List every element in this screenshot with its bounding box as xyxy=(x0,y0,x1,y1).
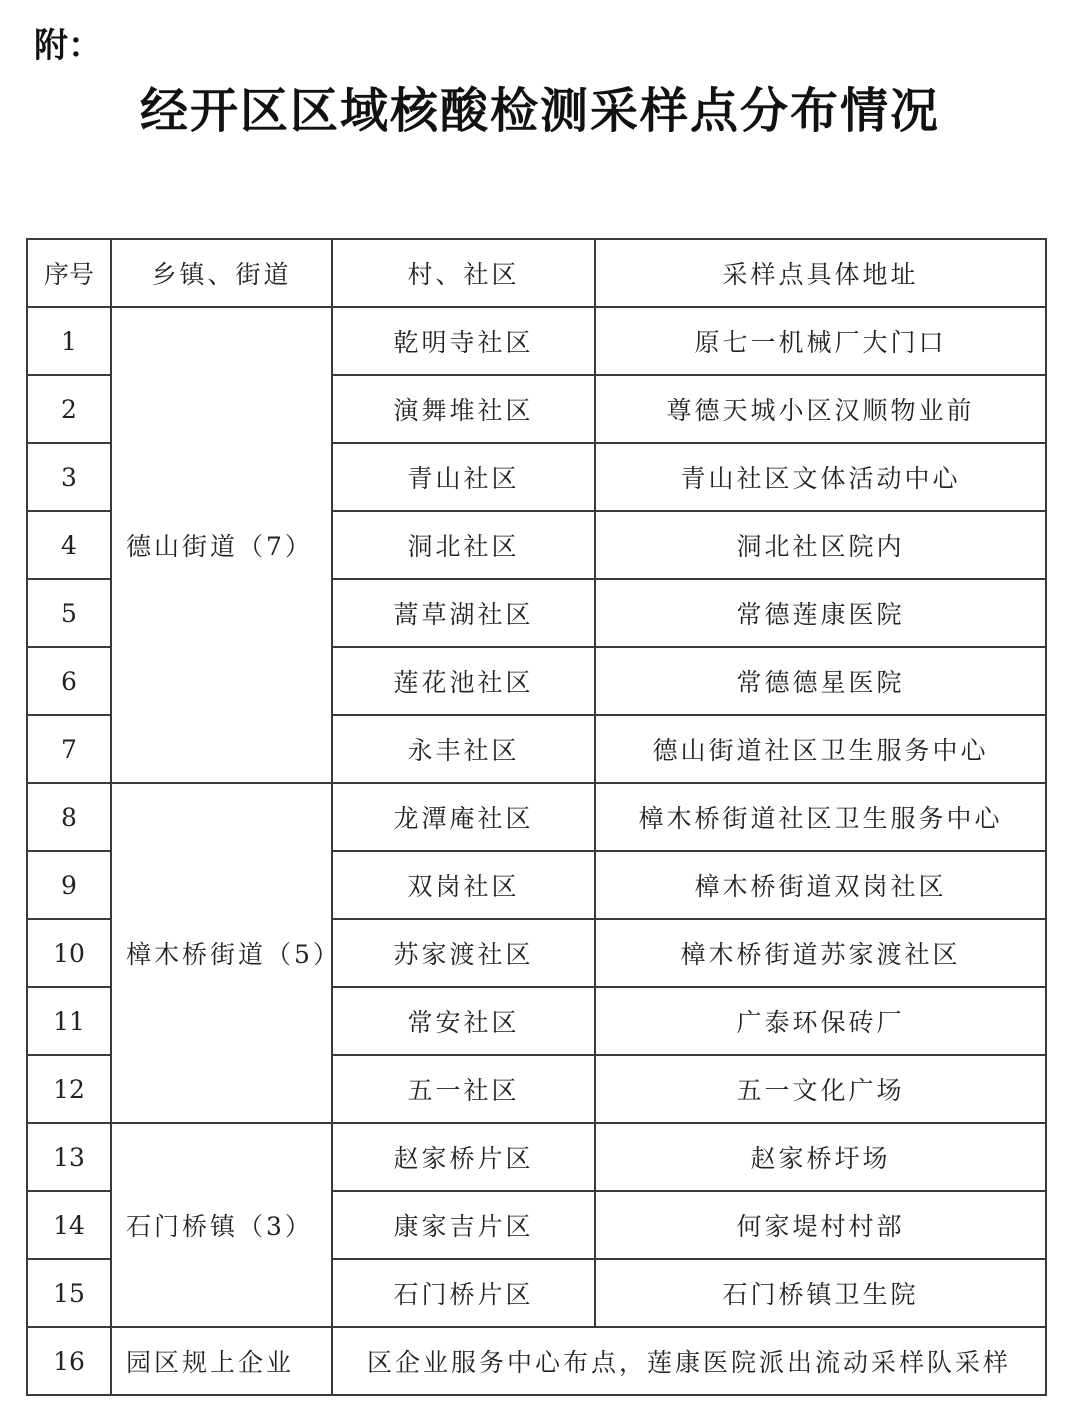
row-serial: 11 xyxy=(27,987,111,1055)
row-serial: 1 xyxy=(27,307,111,375)
community-cell: 龙潭庵社区 xyxy=(332,783,595,851)
attachment-label: 附： xyxy=(34,26,102,66)
row-serial: 16 xyxy=(27,1327,111,1395)
address-cell: 樟木桥街道双岗社区 xyxy=(595,851,1046,919)
community-cell: 苏家渡社区 xyxy=(332,919,595,987)
address-cell: 赵家桥圩场 xyxy=(595,1123,1046,1191)
row-serial: 3 xyxy=(27,443,111,511)
street-cell: 石门桥镇（3） xyxy=(111,1123,332,1327)
address-cell: 常德莲康医院 xyxy=(595,579,1046,647)
community-cell: 蒿草湖社区 xyxy=(332,579,595,647)
row-serial: 2 xyxy=(27,375,111,443)
header-serial: 序号 xyxy=(27,239,111,307)
row-serial: 10 xyxy=(27,919,111,987)
row-serial: 7 xyxy=(27,715,111,783)
community-cell: 康家吉片区 xyxy=(332,1191,595,1259)
row-serial: 13 xyxy=(27,1123,111,1191)
address-cell: 洞北社区院内 xyxy=(595,511,1046,579)
address-cell: 原七一机械厂大门口 xyxy=(595,307,1046,375)
table-row xyxy=(27,1327,1046,1395)
community-cell: 演舞堆社区 xyxy=(332,375,595,443)
street-cell: 德山街道（7） xyxy=(111,307,332,783)
address-cell: 青山社区文体活动中心 xyxy=(595,443,1046,511)
street-cell: 樟木桥街道（5） xyxy=(111,783,332,1123)
community-cell: 洞北社区 xyxy=(332,511,595,579)
row-serial: 4 xyxy=(27,511,111,579)
address-cell: 何家堤村村部 xyxy=(595,1191,1046,1259)
row-serial: 6 xyxy=(27,647,111,715)
address-cell: 石门桥镇卫生院 xyxy=(595,1259,1046,1327)
community-cell: 莲花池社区 xyxy=(332,647,595,715)
community-cell: 常安社区 xyxy=(332,987,595,1055)
note-cell: 区企业服务中心布点，莲康医院派出流动采样队采样 xyxy=(332,1327,1046,1395)
sampling-points-table xyxy=(26,238,1047,1396)
page-title: 经开区区域核酸检测采样点分布情况 xyxy=(139,83,940,139)
street-cell: 园区规上企业 xyxy=(111,1327,332,1395)
address-cell: 樟木桥街道社区卫生服务中心 xyxy=(595,783,1046,851)
community-cell: 双岗社区 xyxy=(332,851,595,919)
address-cell: 常德德星医院 xyxy=(595,647,1046,715)
community-cell: 青山社区 xyxy=(332,443,595,511)
community-cell: 石门桥片区 xyxy=(332,1259,595,1327)
header-street: 乡镇、街道 xyxy=(111,239,332,307)
header-community: 村、社区 xyxy=(332,239,595,307)
row-serial: 15 xyxy=(27,1259,111,1327)
row-serial: 9 xyxy=(27,851,111,919)
row-serial: 14 xyxy=(27,1191,111,1259)
address-cell: 尊德天城小区汉顺物业前 xyxy=(595,375,1046,443)
header-address: 采样点具体地址 xyxy=(595,239,1046,307)
address-cell: 五一文化广场 xyxy=(595,1055,1046,1123)
table-row xyxy=(27,1123,1046,1191)
address-cell: 德山街道社区卫生服务中心 xyxy=(595,715,1046,783)
row-serial: 5 xyxy=(27,579,111,647)
community-cell: 永丰社区 xyxy=(332,715,595,783)
table-header-row xyxy=(27,239,1046,307)
community-cell: 五一社区 xyxy=(332,1055,595,1123)
row-serial: 12 xyxy=(27,1055,111,1123)
address-cell: 广泰环保砖厂 xyxy=(595,987,1046,1055)
table-row xyxy=(27,783,1046,851)
community-cell: 乾明寺社区 xyxy=(332,307,595,375)
community-cell: 赵家桥片区 xyxy=(332,1123,595,1191)
row-serial: 8 xyxy=(27,783,111,851)
table-row xyxy=(27,307,1046,375)
address-cell: 樟木桥街道苏家渡社区 xyxy=(595,919,1046,987)
